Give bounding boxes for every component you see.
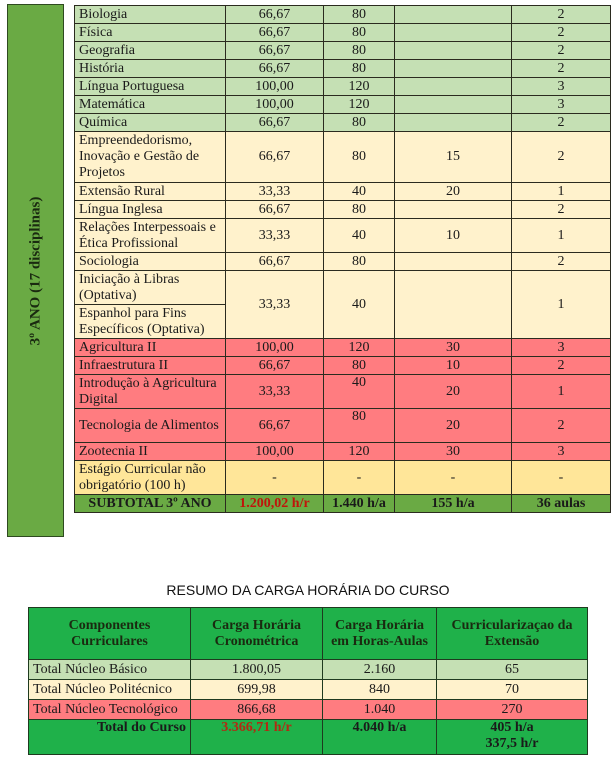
class-hours: 80 bbox=[324, 24, 395, 42]
extension-hours bbox=[395, 114, 512, 132]
summary-row bbox=[29, 700, 588, 720]
class-hours: 40 bbox=[324, 375, 395, 409]
discipline-name: Sociologia bbox=[75, 253, 226, 271]
table-row bbox=[75, 24, 611, 42]
extension-hours bbox=[395, 253, 512, 271]
summary-header-row bbox=[29, 608, 588, 660]
discipline-name: Relações Interpessoais e Ética Profissional bbox=[75, 219, 226, 253]
cron-hours: 66,67 bbox=[226, 60, 324, 78]
disciplines-table bbox=[74, 5, 611, 513]
table-row bbox=[75, 375, 611, 409]
extension-hours bbox=[395, 201, 512, 219]
table-row bbox=[75, 183, 611, 201]
discipline-name: Tecnologia de Alimentos bbox=[75, 409, 226, 443]
extension-hours: 30 bbox=[395, 443, 512, 461]
summary-title: RESUMO DA CARGA HORÁRIA DO CURSO bbox=[166, 582, 450, 598]
table-row bbox=[75, 443, 611, 461]
total-class-hours: 4.040 h/a bbox=[323, 720, 437, 755]
class-hours: 80 bbox=[324, 357, 395, 375]
table-row bbox=[75, 271, 611, 305]
extension-hours: 10 bbox=[395, 219, 512, 253]
weekly-classes: 1 bbox=[512, 375, 611, 409]
table-row bbox=[75, 114, 611, 132]
cron-hours: - bbox=[226, 461, 324, 495]
cron-hours: 33,33 bbox=[226, 219, 324, 253]
discipline-name: Empreendedorismo, Inovação e Gestão de Projetos bbox=[75, 132, 226, 183]
year-label: 3º ANO (17 disciplinas) bbox=[27, 196, 43, 345]
cron-hours: 66,67 bbox=[226, 409, 324, 443]
weekly-classes: 3 bbox=[512, 443, 611, 461]
weekly-classes: 2 bbox=[512, 201, 611, 219]
row-cron: 699,98 bbox=[191, 680, 323, 700]
row-label: Total Núcleo Politécnico bbox=[29, 680, 191, 700]
discipline-name: Estágio Curricular não obrigatório (100 h) bbox=[75, 461, 226, 495]
extension-hours: 15 bbox=[395, 132, 512, 183]
extension-hours: 10 bbox=[395, 357, 512, 375]
table-row bbox=[75, 461, 611, 495]
total-extension bbox=[437, 720, 588, 755]
discipline-name: História bbox=[75, 60, 226, 78]
discipline-name: Introdução à Agricultura Digital bbox=[75, 375, 226, 409]
table-row bbox=[75, 132, 611, 183]
class-hours: 80 bbox=[324, 132, 395, 183]
cron-hours: 66,67 bbox=[226, 132, 324, 183]
row-class-hours: 2.160 bbox=[323, 660, 437, 680]
total-cron: 3.366,71 h/r bbox=[191, 720, 323, 755]
extension-hours: 20 bbox=[395, 183, 512, 201]
class-hours: 40 bbox=[324, 183, 395, 201]
extension-hours bbox=[395, 24, 512, 42]
discipline-name: Espanhol para Fins Específicos (Optativa) bbox=[75, 305, 226, 339]
subtotal-cron-hours: 1.200,02 h/r bbox=[226, 495, 324, 513]
cron-hours: 66,67 bbox=[226, 253, 324, 271]
weekly-classes: 2 bbox=[512, 132, 611, 183]
cron-hours: 66,67 bbox=[226, 6, 324, 24]
cron-hours: 66,67 bbox=[226, 357, 324, 375]
header-components: Componentes Curriculares bbox=[29, 608, 191, 660]
extension-hours: - bbox=[395, 461, 512, 495]
weekly-classes: 3 bbox=[512, 96, 611, 114]
row-extension: 70 bbox=[437, 680, 588, 700]
table-row bbox=[75, 60, 611, 78]
year-band bbox=[7, 4, 64, 537]
class-hours: - bbox=[324, 461, 395, 495]
class-hours: 80 bbox=[324, 201, 395, 219]
class-hours: 120 bbox=[324, 78, 395, 96]
total-extension-ha: 405 h/a bbox=[490, 720, 534, 735]
extension-hours: 30 bbox=[395, 339, 512, 357]
discipline-name: Zootecnia II bbox=[75, 443, 226, 461]
cron-hours: 100,00 bbox=[226, 443, 324, 461]
subtotal-extension-hours: 155 h/a bbox=[395, 495, 512, 513]
table-row bbox=[75, 357, 611, 375]
summary-total-row bbox=[29, 720, 588, 755]
class-hours: 80 bbox=[324, 253, 395, 271]
discipline-name: Extensão Rural bbox=[75, 183, 226, 201]
cron-hours: 66,67 bbox=[226, 24, 324, 42]
discipline-name: Língua Portuguesa bbox=[75, 78, 226, 96]
weekly-classes: 1 bbox=[512, 183, 611, 201]
class-hours: 40 bbox=[324, 219, 395, 253]
cron-hours: 100,00 bbox=[226, 78, 324, 96]
row-class-hours: 1.040 bbox=[323, 700, 437, 720]
weekly-classes: 2 bbox=[512, 114, 611, 132]
row-extension: 65 bbox=[437, 660, 588, 680]
weekly-classes: 2 bbox=[512, 24, 611, 42]
row-cron: 1.800,05 bbox=[191, 660, 323, 680]
weekly-classes: 3 bbox=[512, 339, 611, 357]
cron-hours: 33,33 bbox=[226, 375, 324, 409]
summary-row bbox=[29, 660, 588, 680]
class-hours: 120 bbox=[324, 443, 395, 461]
weekly-classes: 2 bbox=[512, 6, 611, 24]
weekly-classes: 1 bbox=[512, 271, 611, 339]
discipline-name: Iniciação à Libras (Optativa) bbox=[75, 271, 226, 305]
table-row bbox=[75, 6, 611, 24]
extension-hours: 20 bbox=[395, 375, 512, 409]
row-cron: 866,68 bbox=[191, 700, 323, 720]
weekly-classes: - bbox=[512, 461, 611, 495]
table-row bbox=[75, 201, 611, 219]
class-hours: 40 bbox=[324, 271, 395, 339]
discipline-name: Agricultura II bbox=[75, 339, 226, 357]
weekly-classes: 1 bbox=[512, 219, 611, 253]
discipline-name: Biologia bbox=[75, 6, 226, 24]
cron-hours: 100,00 bbox=[226, 96, 324, 114]
cron-hours: 66,67 bbox=[226, 114, 324, 132]
cron-hours: 33,33 bbox=[226, 183, 324, 201]
extension-hours bbox=[395, 42, 512, 60]
row-extension: 270 bbox=[437, 700, 588, 720]
total-label: Total do Curso bbox=[29, 720, 191, 755]
table-row bbox=[75, 219, 611, 253]
discipline-name: Matemática bbox=[75, 96, 226, 114]
subtotal-class-hours: 1.440 h/a bbox=[324, 495, 395, 513]
subtotal-weekly-classes: 36 aulas bbox=[512, 495, 611, 513]
discipline-name: Química bbox=[75, 114, 226, 132]
subtotal-row bbox=[75, 495, 611, 513]
summary-table bbox=[28, 607, 588, 755]
class-hours: 80 bbox=[324, 60, 395, 78]
weekly-classes: 2 bbox=[512, 357, 611, 375]
class-hours: 80 bbox=[324, 114, 395, 132]
extension-hours bbox=[395, 271, 512, 339]
cron-hours: 33,33 bbox=[226, 271, 324, 339]
total-extension-hr: 337,5 h/r bbox=[485, 736, 539, 751]
weekly-classes: 3 bbox=[512, 78, 611, 96]
weekly-classes: 2 bbox=[512, 409, 611, 443]
table-row bbox=[75, 339, 611, 357]
weekly-classes: 2 bbox=[512, 253, 611, 271]
cron-hours: 66,67 bbox=[226, 42, 324, 60]
row-class-hours: 840 bbox=[323, 680, 437, 700]
header-cron: Carga Horária Cronométrica bbox=[191, 608, 323, 660]
table-row bbox=[75, 78, 611, 96]
discipline-name: Língua Inglesa bbox=[75, 201, 226, 219]
class-hours: 120 bbox=[324, 96, 395, 114]
weekly-classes: 2 bbox=[512, 60, 611, 78]
extension-hours bbox=[395, 96, 512, 114]
discipline-name: Física bbox=[75, 24, 226, 42]
extension-hours: 20 bbox=[395, 409, 512, 443]
row-label: Total Núcleo Tecnológico bbox=[29, 700, 191, 720]
table-row bbox=[75, 42, 611, 60]
discipline-name: Infraestrutura II bbox=[75, 357, 226, 375]
cron-hours: 66,67 bbox=[226, 201, 324, 219]
summary-row bbox=[29, 680, 588, 700]
header-extension: Curricularizaçao da Extensão bbox=[437, 608, 588, 660]
extension-hours bbox=[395, 78, 512, 96]
row-label: Total Núcleo Básico bbox=[29, 660, 191, 680]
discipline-name: Geografia bbox=[75, 42, 226, 60]
extension-hours bbox=[395, 6, 512, 24]
class-hours: 80 bbox=[324, 6, 395, 24]
header-class-hours: Carga Horária em Horas-Aulas bbox=[323, 608, 437, 660]
cron-hours: 100,00 bbox=[226, 339, 324, 357]
table-row bbox=[75, 253, 611, 271]
class-hours: 120 bbox=[324, 339, 395, 357]
class-hours: 80 bbox=[324, 42, 395, 60]
class-hours: 80 bbox=[324, 409, 395, 443]
table-row bbox=[75, 96, 611, 114]
weekly-classes: 2 bbox=[512, 42, 611, 60]
table-row bbox=[75, 409, 611, 443]
extension-hours bbox=[395, 60, 512, 78]
subtotal-label: SUBTOTAL 3º ANO bbox=[75, 495, 226, 513]
